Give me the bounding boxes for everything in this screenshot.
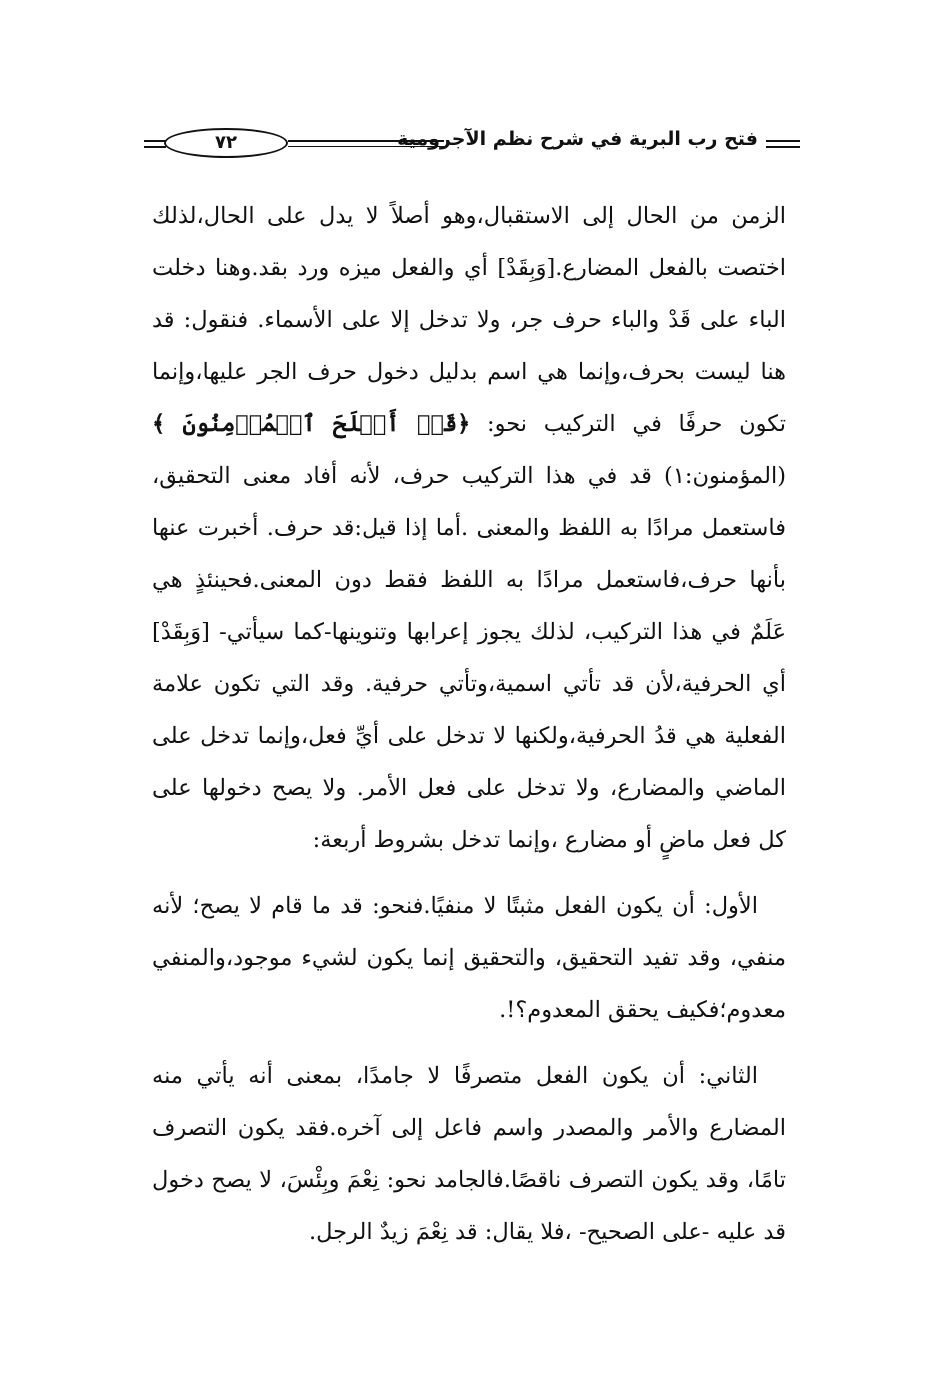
header-ornament-right	[766, 140, 800, 148]
page-body	[152, 190, 786, 1258]
book-title: فتح رب البرية في شرح نظم الآجرومية	[397, 128, 758, 150]
paragraph-2: الأول: أن يكون الفعل مثبتًا لا منفيًا.فنحو: قد ما قام لا يصح؛ لأنه منفي، وقد تفيد التحقيق، والتحقيق إنما يكون لشيء موجود،والمنفي معدوم؛فكيف يحقق المعدوم؟!.	[152, 893, 786, 1023]
header-rule	[288, 140, 444, 147]
quran-verse: ﴿قَدۡ أَفۡلَحَ ٱلۡمُؤۡمِنُونَ ﴾	[152, 411, 471, 437]
page-header	[140, 126, 800, 166]
paragraph-1-text-a: الزمن من الحال إلى الاستقبال،وهو أصلاً لا يدل على الحال،لذلك اختصت بالفعل المضارع.[وَبِقَدْ] أي والفعل ميزه ورد بقد.وهنا دخلت الباء على قَدْ والباء حرف جر، ولا تدخل إلا على الأسماء. فنقول: قد هنا ليست بحرف،وإنما هي اسم بدليل دخول حرف الجر عليها،وإنما تكون حرفًا في التركيب نحو:	[152, 203, 786, 437]
paragraph-3: الثاني: أن يكون الفعل متصرفًا لا جامدًا، بمعنى أنه يأتي منه المضارع والأمر والمصدر واسم فاعل إلى آخره.فقد يكون التصرف تامًا، وقد يكون التصرف ناقصًا.فالجامد نحو: نِعْمَ وبِئْسَ، لا يصح دخول قد عليه -على الصحيح- ،فلا يقال: قد نِعْمَ زيدٌ الرجل.	[152, 1063, 786, 1245]
paragraph-1	[152, 190, 786, 866]
paragraph-1-text-b: (المؤمنون:١) قد في هذا التركيب حرف، لأنه أفاد معنى التحقيق، فاستعمل مرادًا به اللفظ والمعنى .أما إذا قيل:قد حرف. أخبرت عنها بأنها حرف،فاستعمل مرادًا به اللفظ فقط دون المعنى.فحينئذٍ هي عَلَمٌ في هذا التركيب، لذلك يجوز إعرابها وتنوينها-كما سيأتي- [وَبِقَدْ] أي الحرفية،لأن قد تأتي اسمية،وتأتي حرفية. وقد التي تكون علامة الفعلية هي قدُ الحرفية،ولكنها لا تدخل على أيِّ فعل،وإنما تدخل على الماضي والمضارع، ولا تدخل على فعل الأمر. ولا يصح دخولها على كل فعل ماضٍ أو مضارع ،وإنما تدخل بشروط أربعة:	[152, 463, 786, 853]
header-ornament-left	[144, 140, 166, 148]
page-number: ٧٢	[164, 128, 288, 158]
